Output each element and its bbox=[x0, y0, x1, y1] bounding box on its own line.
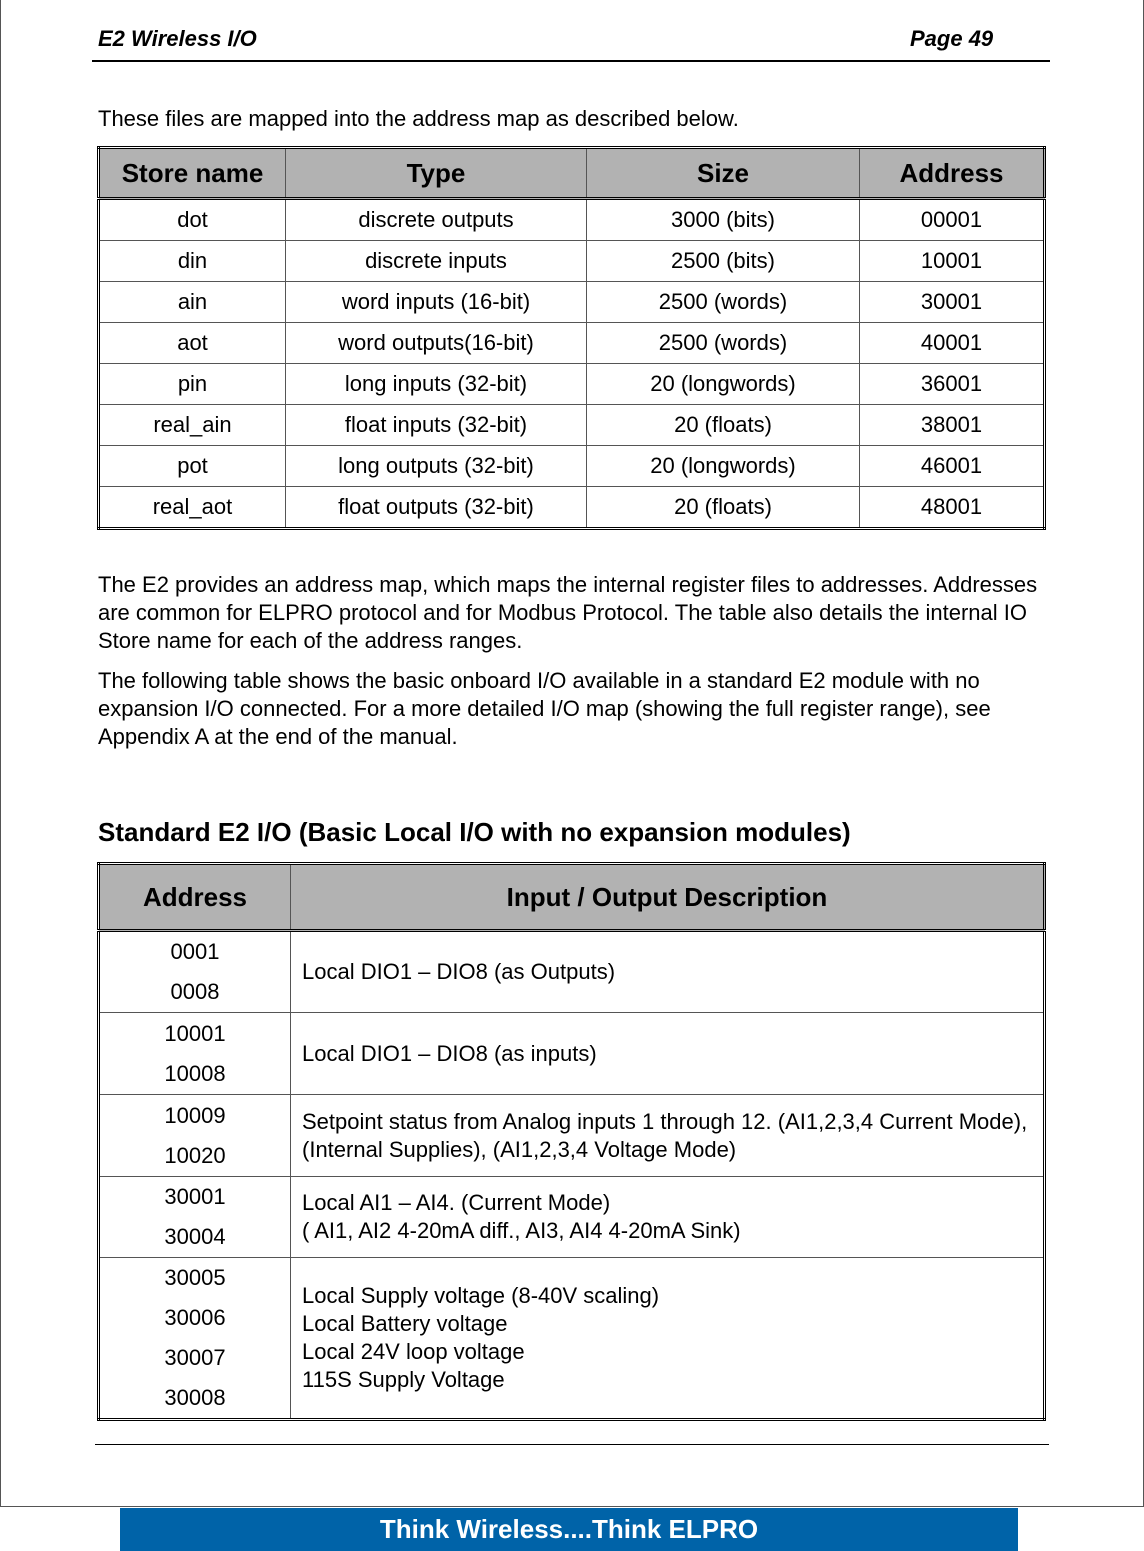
table-cell: 40001 bbox=[860, 323, 1045, 364]
description-line: 115S Supply Voltage bbox=[302, 1367, 505, 1392]
table-cell: real_ain bbox=[99, 405, 286, 446]
address-value: 30008 bbox=[164, 1385, 226, 1410]
address-value: 10020 bbox=[164, 1142, 226, 1168]
table-cell: 36001 bbox=[860, 364, 1045, 405]
paragraph-onboard-io: The following table shows the basic onboard I/O available in a standard E2 module with no expansion I/O connected. For a more detailed I/O map (showing the full register range), see Appendix A at the end of the manual. bbox=[98, 668, 991, 749]
col-header: Size bbox=[587, 148, 860, 199]
table-row bbox=[99, 487, 1045, 529]
col-header: Store name bbox=[99, 148, 286, 199]
description-line: Local 24V loop voltage bbox=[302, 1339, 525, 1364]
io-table bbox=[97, 862, 1046, 1421]
table-row bbox=[99, 364, 1045, 405]
table-cell: 20 (longwords) bbox=[587, 446, 860, 487]
col-header: Input / Output Description bbox=[291, 864, 1045, 931]
table-cell: aot bbox=[99, 323, 286, 364]
col-header: Address bbox=[99, 864, 291, 931]
col-header: Address bbox=[860, 148, 1045, 199]
description-cell bbox=[291, 1258, 1045, 1420]
table-row bbox=[99, 931, 1045, 1013]
table-cell: din bbox=[99, 241, 286, 282]
description-line: ( AI1, AI2 4-20mA diff., AI3, AI4 4-20mA Sink) bbox=[302, 1218, 741, 1243]
footer-banner: Think Wireless....Think ELPRO bbox=[120, 1508, 1018, 1551]
address-value: 30004 bbox=[164, 1224, 226, 1249]
table-cell: discrete inputs bbox=[286, 241, 587, 282]
table-cell: float outputs (32-bit) bbox=[286, 487, 587, 529]
table-cell: ain bbox=[99, 282, 286, 323]
table-row bbox=[99, 323, 1045, 364]
description-line: Local Supply voltage (8-40V scaling) bbox=[302, 1283, 660, 1308]
address-value: 0008 bbox=[170, 979, 220, 1004]
table-row bbox=[99, 1258, 1045, 1420]
table-cell: 3000 (bits) bbox=[587, 199, 860, 241]
table-row bbox=[99, 1013, 1045, 1095]
address-value: 10001 bbox=[164, 1020, 226, 1046]
address-cell bbox=[99, 1095, 291, 1177]
header-rule bbox=[92, 60, 1050, 62]
address-value: 30001 bbox=[164, 1184, 226, 1209]
address-value: 30005 bbox=[164, 1265, 226, 1290]
table-cell: long outputs (32-bit) bbox=[286, 446, 587, 487]
table-cell: word outputs(16-bit) bbox=[286, 323, 587, 364]
table-row bbox=[99, 241, 1045, 282]
address-value: 0001 bbox=[170, 939, 220, 964]
table-cell: real_aot bbox=[99, 487, 286, 529]
table-cell: 00001 bbox=[860, 199, 1045, 241]
description-cell bbox=[291, 1095, 1045, 1177]
table-cell: word inputs (16-bit) bbox=[286, 282, 587, 323]
table-cell: 2500 (bits) bbox=[587, 241, 860, 282]
table-cell: pot bbox=[99, 446, 286, 487]
col-header: Type bbox=[286, 148, 587, 199]
description-line: Local DIO1 – DIO8 (as inputs) bbox=[302, 1040, 597, 1066]
table-row bbox=[99, 1177, 1045, 1258]
table-cell: 30001 bbox=[860, 282, 1045, 323]
table-cell: long inputs (32-bit) bbox=[286, 364, 587, 405]
table-cell: 2500 (words) bbox=[587, 323, 860, 364]
description-line: Local DIO1 – DIO8 (as Outputs) bbox=[302, 959, 616, 984]
section-title: Standard E2 I/O (Basic Local I/O with no expansion modules) bbox=[98, 817, 851, 847]
table-row bbox=[99, 1095, 1045, 1177]
table-row bbox=[99, 199, 1045, 241]
table-cell: discrete outputs bbox=[286, 199, 587, 241]
table-cell: float inputs (32-bit) bbox=[286, 405, 587, 446]
address-cell bbox=[99, 1177, 291, 1258]
table-cell: 20 (longwords) bbox=[587, 364, 860, 405]
table-cell: 48001 bbox=[860, 487, 1045, 529]
table-cell: 20 (floats) bbox=[587, 405, 860, 446]
table-cell: 46001 bbox=[860, 446, 1045, 487]
footer-rule bbox=[95, 1444, 1049, 1445]
table-cell: pin bbox=[99, 364, 286, 405]
description-cell bbox=[291, 1177, 1045, 1258]
description-cell bbox=[291, 1013, 1045, 1095]
description-line: Local AI1 – AI4. (Current Mode) bbox=[302, 1190, 611, 1215]
table-cell: dot bbox=[99, 199, 286, 241]
address-cell bbox=[99, 931, 291, 1013]
table-row bbox=[99, 282, 1045, 323]
intro-text: These files are mapped into the address map as described below. bbox=[98, 106, 739, 131]
address-cell bbox=[99, 1258, 291, 1420]
page-number: Page 49 bbox=[910, 26, 994, 51]
description-line: Local Battery voltage bbox=[302, 1311, 508, 1336]
address-value: 30006 bbox=[164, 1305, 226, 1330]
address-value: 30007 bbox=[164, 1345, 226, 1370]
store-table bbox=[97, 146, 1046, 530]
address-cell bbox=[99, 1013, 291, 1095]
description-line: Setpoint status from Analog inputs 1 through 12. (AI1,2,3,4 Current Mode), (Internal Supplies), (AI1,2,3,4 Voltage Mode) bbox=[302, 1108, 1028, 1162]
table-cell: 38001 bbox=[860, 405, 1045, 446]
address-value: 10008 bbox=[164, 1060, 226, 1086]
table-cell: 10001 bbox=[860, 241, 1045, 282]
table-cell: 20 (floats) bbox=[587, 487, 860, 529]
header-title: E2 Wireless I/O bbox=[98, 26, 257, 51]
table-cell: 2500 (words) bbox=[587, 282, 860, 323]
description-cell bbox=[291, 931, 1045, 1013]
paragraph-address-map: The E2 provides an address map, which maps the internal register files to addresses. Addresses are common for ELPRO protocol and for Modbus Protocol. The table also details the internal IO Store name for each of the address ranges. bbox=[98, 572, 1038, 653]
table-row bbox=[99, 446, 1045, 487]
table-row bbox=[99, 405, 1045, 446]
address-value: 10009 bbox=[164, 1102, 226, 1128]
